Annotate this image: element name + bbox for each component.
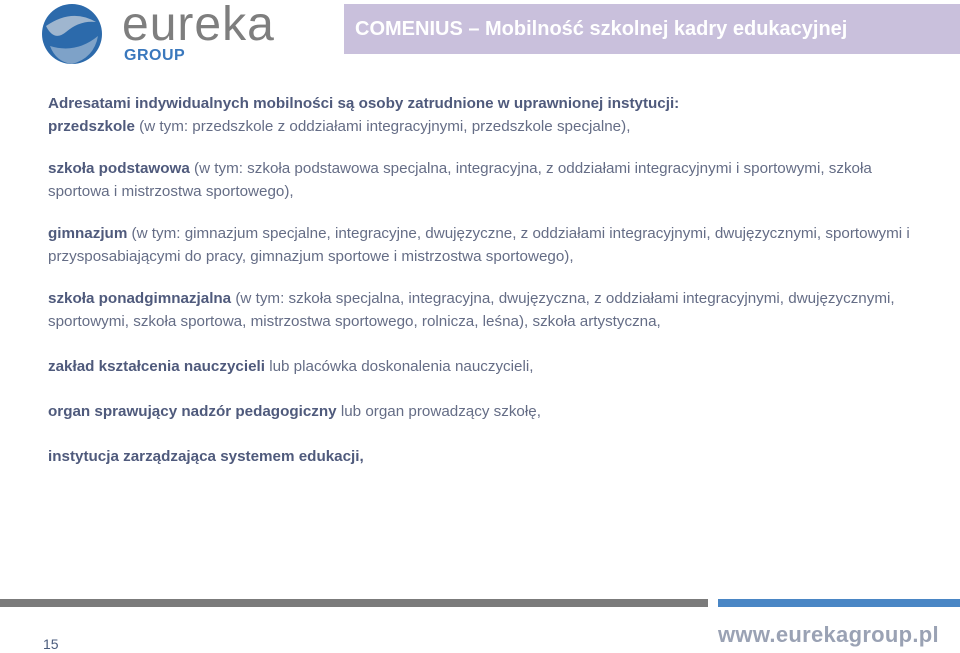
item-lead: zakład kształcenia nauczycieli [48,358,265,375]
intro-text: Adresatami indywidualnych mobilności są osoby zatrudnione w uprawnionej instytucji: [48,95,680,112]
logo-sub-text: GROUP [124,47,186,64]
item-lead: gimnazjum [48,225,128,242]
title-bar [344,4,960,54]
list-item [48,400,928,423]
item-rest: (w tym: szkoła podstawowa specjalna, integracyjna, z oddziałami integracyjnymi i sportowymi, szkoła sportowa i mistrzostwa sportowego), [48,160,872,200]
logo-brand-text: eureka [122,2,275,51]
item-lead: szkoła podstawowa [48,160,190,177]
list-item [48,445,928,468]
footer-divider-blue [718,599,960,607]
list-item [48,287,928,333]
item-rest: (w tym: przedszkole z oddziałami integracyjnymi, przedszkole specjalne), [134,118,631,135]
item-rest: lub placówka doskonalenia nauczycieli, [264,358,534,375]
item-rest: (w tym: szkoła specjalna, integracyjna, dwujęzyczna, z oddziałami integracyjnymi, dwujęzycznymi, sportowymi, szkoła sportowa, mistrzostwa sportowego, rolnicza, leśna), szkoła artystyczna, [48,290,895,330]
eureka-logo [36,2,326,68]
slide-content [48,92,928,487]
item-lead: instytucja zarządzająca systemem edukacji, [48,448,364,465]
website-link[interactable]: www.eurekagroup.pl [718,622,939,647]
list-item [48,355,928,378]
list-item [48,157,928,203]
item-lead: organ sprawujący nadzór pedagogiczny [48,403,337,420]
page-title: COMENIUS – Mobilność szkolnej kadry edukacyjnej [355,17,848,40]
item-lead: szkoła ponadgimnazjalna [48,290,232,307]
footer-divider-gray [0,599,708,607]
list-item [48,115,928,138]
page-number: 15 [43,636,59,652]
list-item [48,222,928,268]
item-rest: (w tym: gimnazjum specjalne, integracyjne, dwujęzyczne, z oddziałami integracyjnymi, dwujęzycznymi, sportowymi i przysposabiającymi do pracy, gimnazjum sportowe i mistrzostwa sportowego), [48,225,910,265]
item-lead: przedszkole [48,118,135,135]
item-rest: lub organ prowadzący szkołę, [336,403,541,420]
